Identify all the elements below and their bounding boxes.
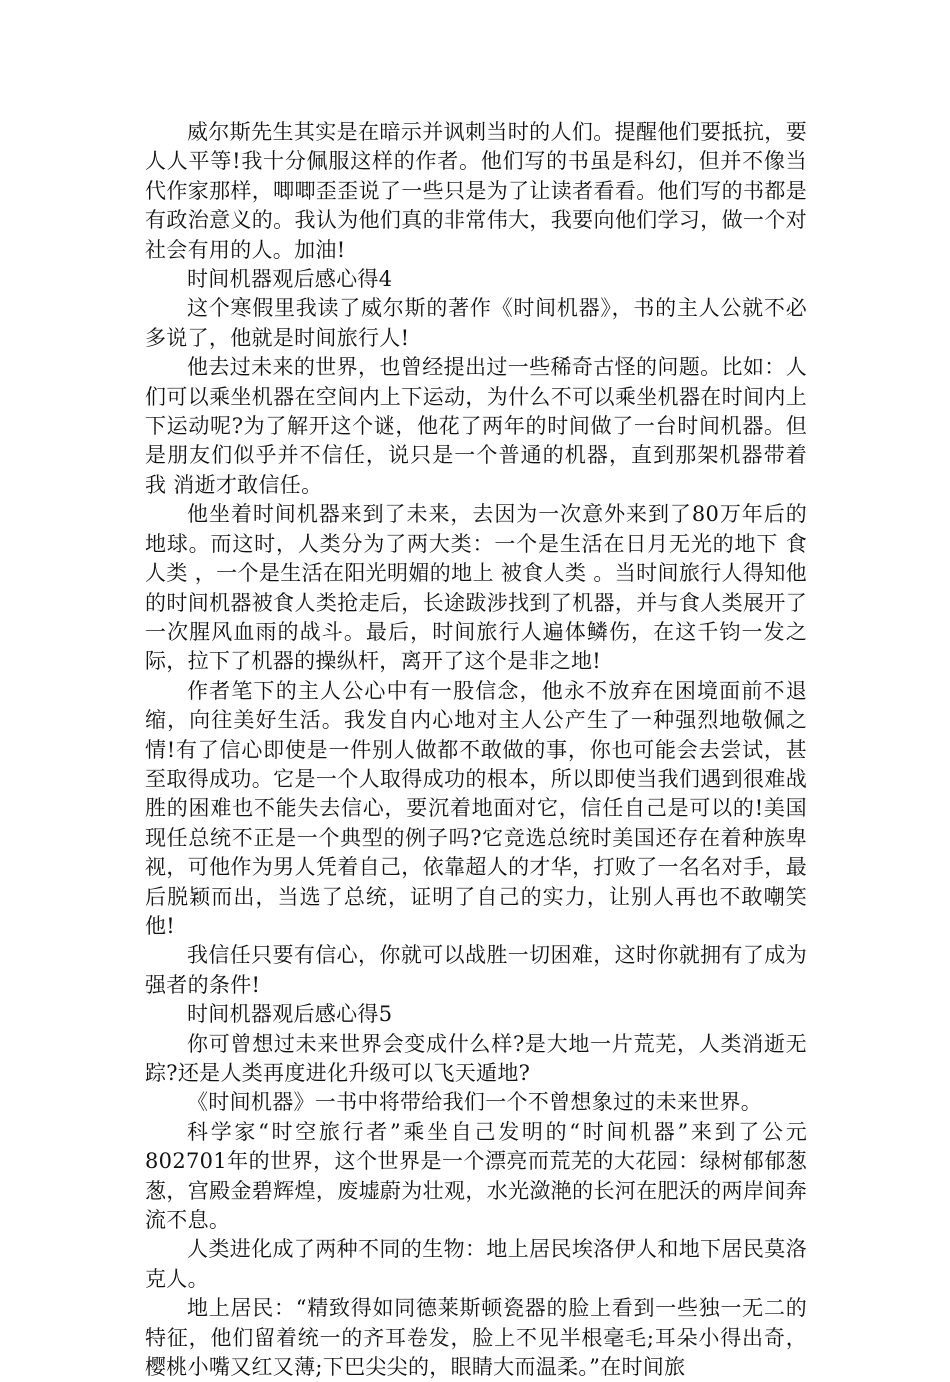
paragraph: 作者笔下的主人公心中有一股信念，他永不放弃在困境面前不退缩，向往美好生活。我发自内心地对主人公产生了一种强烈地敬佩之情!有了信心即使是一件别人做都不敢做的事，你也可能会去尝试，甚至取得成功。它是一个人取得成功的根本，所以即使当我们遇到很难战胜的困难也不能失去信心，要沉着地面对它，信任自己是可以的!美国现任总统不正是一个典型的例子吗?它竞选总统时美国还存在着种族卑视，可他作为男人凭着自己，依靠超人的才华，打败了一名名对手，最后脱颖而出，当选了总统，证明了自己的实力，让别人再也不敢嘲笑他!: [145, 678, 807, 938]
paragraph: 我信任只要有信心，你就可以战胜一切困难，这时你就拥有了成为强者的条件!: [145, 943, 807, 997]
paragraph: 他去过未来的世界，也曾经提出过一些稀奇古怪的问题。比如：人们可以乘坐机器在空间内上下运动，为什么不可以乘坐机器在时间内上下运动呢?为了解开这个谜，他花了两年的时间做了一台时间机器。但是朋友们似乎并不信任，说只是一个普通的机器，直到那架机器带着 我 消逝才敢信任。: [145, 355, 807, 497]
paragraph: 地上居民：“精致得如同德莱斯顿瓷器的脸上看到一些独一无二的特征，他们留着统一的齐耳卷发，脸上不见半根毫毛;耳朵小得出奇，樱桃小嘴又红又薄;下巴尖尖的，眼睛大而温柔。”在时间旅: [145, 1296, 807, 1380]
paragraph: 他坐着时间机器来到了未来，去因为一次意外来到了80万年后的地球。而这时，人类分为了两大类：一个是生活在日月无光的地下 食人类 ，一个是生活在阳光明媚的地上 被食人类 。当时间旅行人得知他的时间机器被食人类抢走后，长途跋涉找到了机器，并与食人类展开了一次腥风血雨的战斗。最后，时间旅行人遍体鳞伤，在这千钧一发之际，拉下了机器的操纵杆，离开了这个是非之地!: [145, 502, 807, 674]
document-body: [145, 118, 807, 1382]
paragraph: 这个寒假里我读了威尔斯的著作《时间机器》，书的主人公就不必多说了，他就是时间旅行人!: [145, 296, 807, 350]
paragraph: 威尔斯先生其实是在暗示并讽刺当时的人们。提醒他们要抵抗，要人人平等!我十分佩服这样的作者。他们写的书虽是科幻，但并不像当代作家那样，唧唧歪歪说了一些只是为了让读者看看。他们写的书都是有政治意义的。我认为他们真的非常伟大，我要向他们学习，做一个对社会有用的人。加油!: [145, 120, 807, 262]
paragraph: 人类进化成了两种不同的生物：地上居民埃洛伊人和地下居民莫洛克人。: [145, 1237, 807, 1291]
section-heading: 时间机器观后感心得5: [187, 1002, 393, 1027]
section-heading: 时间机器观后感心得4: [187, 267, 393, 292]
paragraph: 科学家“时空旅行者”乘坐自己发明的“时间机器”来到了公元802701年的世界，这个世界是一个漂亮而荒芜的大花园：绿树郁郁葱葱，宫殿金碧辉煌，废墟蔚为壮观，水光潋滟的长河在肥沃的两岸间奔流不息。: [145, 1119, 807, 1233]
paragraph: 《时间机器》一书中将带给我们一个不曾想象过的未来世界。: [187, 1090, 763, 1115]
paragraph: 你可曾想过未来世界会变成什么样?是大地一片荒芜，人类消逝无踪?还是人类再度进化升级可以飞天遁地?: [145, 1031, 807, 1085]
